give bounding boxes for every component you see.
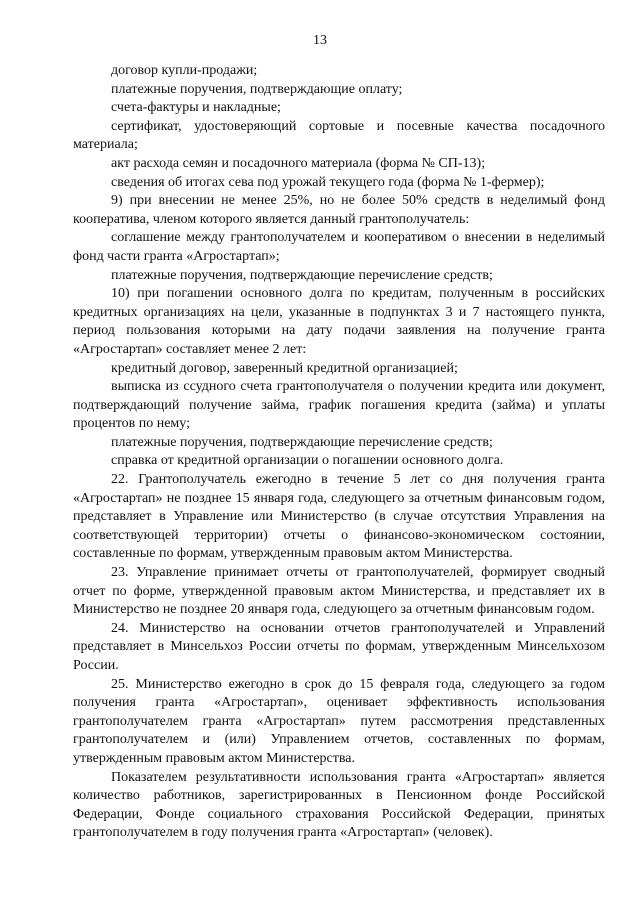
paragraph-clause-24: 24. Министерство на основании отчетов грантополучателей и Управлений представляет в Минсельхоз России отчеты по формам, утвержденным Минсельхозом России. bbox=[73, 620, 605, 673]
paragraph-certificate: сертификат, удостоверяющий сортовые и посевные качества посадочного материала; bbox=[73, 118, 605, 153]
paragraph-loan-statement: выписка из ссудного счета грантополучателя о получении кредита или документ, подтверждающий получение займа, график погашения кредита (займа) и уплаты процентов по нему; bbox=[73, 379, 605, 432]
paragraph-cooperative-agreement: соглашение между грантополучателем и кооперативом о внесении в неделимый фонд части гранта «Агростартап»; bbox=[73, 230, 605, 264]
paragraph-seed-act: акт расхода семян и посадочного материала (форма № СП-13); bbox=[111, 155, 486, 171]
paragraph-credit-agreement: кредитный договор, заверенный кредитной организацией; bbox=[111, 360, 458, 376]
paragraph-bank-certificate: справка от кредитной организации о погашении основного долга. bbox=[111, 453, 504, 469]
paragraph-payment-orders: платежные поручения, подтверждающие оплату; bbox=[111, 81, 403, 97]
paragraph-transfer-orders: платежные поручения, подтверждающие перечисление средств; bbox=[111, 267, 493, 283]
paragraph-clause-25: 25. Министерство ежегодно в срок до 15 февраля года, следующего за годом получения гранта «Агростартап», оценивает эффективность использования грантополучателем гранта «Агростартап» путем рассмотрения представленных грантополучателем и (или) Управлением отчетов, составленных по формам, утвержденным правовым актом Министерства. bbox=[73, 676, 605, 766]
paragraph-sowing-report: сведения об итогах сева под урожай текущего года (форма № 1-фермер); bbox=[111, 174, 545, 190]
paragraph-invoices: счета-фактуры и накладные; bbox=[111, 100, 281, 116]
paragraph-transfer-orders-2: платежные поручения, подтверждающие перечисление средств; bbox=[111, 434, 493, 450]
page-number: 13 bbox=[313, 33, 327, 48]
paragraph-clause-22: 22. Грантополучатель ежегодно в течение 5 лет со дня получения гранта «Агростартап» не позднее 15 января года, следующего за отчетным финансовым годом, представляет в Управление или Министерство (в случае отсутствия Управления на соответствующей территории) отчеты о финансово-экономическом состоянии, составленные по формам, утвержденным правовым актом Министерства. bbox=[73, 472, 605, 562]
paragraph-item-10: 10) при погашении основного долга по кредитам, полученным в российских кредитных организациях на цели, указанные в подпунктах 3 и 7 настоящего пункта, период пользования которыми на дату подачи заявления на получение гранта «Агростартап» составляет менее 2 лет: bbox=[73, 286, 605, 357]
document-body bbox=[73, 62, 605, 843]
paragraph-sale-contract: договор купли-продажи; bbox=[111, 63, 258, 78]
paragraph-item-9: 9) при внесении не менее 25%, но не более 50% средств в неделимый фонд кооператива, членом которого является данный грантополучатель: bbox=[73, 193, 605, 227]
paragraph-clause-23: 23. Управление принимает отчеты от грантополучателей, формирует сводный отчет по форме, утвержденной правовым актом Министерства, и представляет их в Министерство не позднее 20 января года, следующего за отчетным финансовым годом. bbox=[73, 565, 605, 618]
paragraph-effectiveness-indicator: Показателем результативности использования гранта «Агростартап» является количество работников, зарегистрированных в Пенсионном фонде Российской Федерации, Фонде социального страхования Российской Федерации, принятых грантополучателем в году получения гранта «Агростартап» (человек). bbox=[73, 769, 605, 841]
